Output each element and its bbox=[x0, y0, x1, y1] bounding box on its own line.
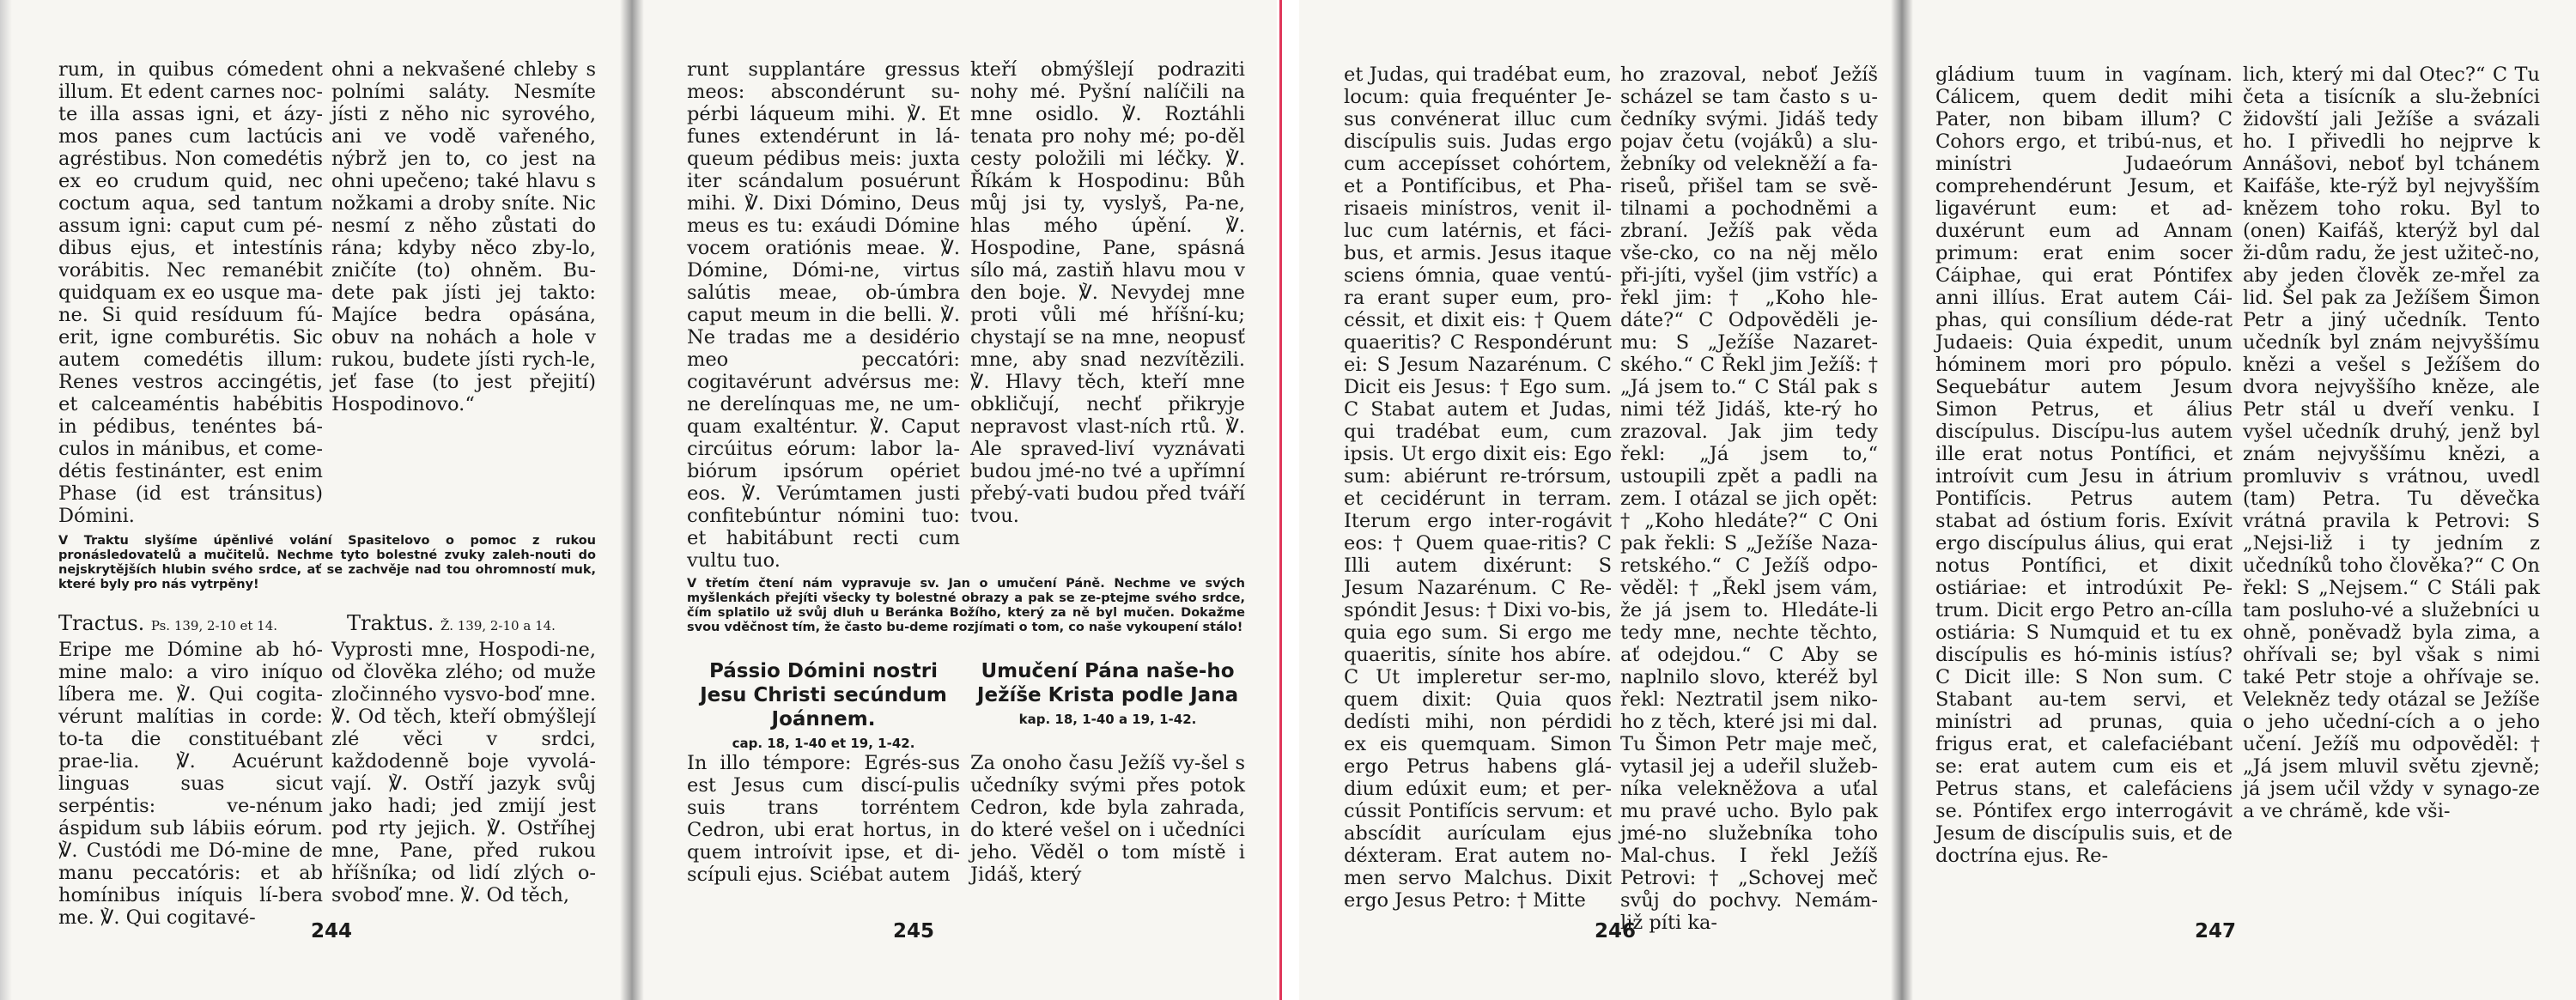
page-edge-marker bbox=[1279, 0, 1282, 1000]
czech-text: lich, který mi dal Otec?“ C Tu četa a tisícník a slu-žebníci židovští jali Ježíše a svázali ho. I přivedli ho nejprve k Annášovi, neboť byl tchánem Kaifáše, kte-rýž byl nejvyšším knězem toho roku. Byl to (onen) Kaifáš, kterýž byl dal ži-dům radu, že jest užiteč-no, aby jeden člověk ze-mřel za lid. Šel pak za Ježíšem Šimon Petr a jiný učedník. Tento učedník byl znám nejvyššímu knězi a vešel s Ježíšem do dvora nejvyššího kněze, ale Petr stál u dveří venku. I vyšel učedník druhý, jenž byl znám nejvyššímu knězi, a promluviv s vrátnou, uvedl (tam) Petra. Tu děvečka vrátná pravila k Petrovi: S „Nejsi-liž i ty jedním z učedníků toho člověka?“ C On řekl: S „Nejsem.“ C Stáli pak tam posluho-vé a služebníci u ohně, poněvadž byla zima, a ohřívali se; byl však s nimi také Petr stoje a ohřívaje se. Velekněz tedy otázal se Ježíše o jeho učední-cích a o jeho učení. Ježíš mu odpověděl: † „Já jsem mluvil světu zjevně; já jsem učil vždy v synago-ze a ve chrámě, kde vši- bbox=[2243, 64, 2540, 822]
tract-title-latin: Tractus. bbox=[58, 611, 145, 635]
czech-text-upper: ohni a nekvašené chleby s polními saláty. Nesmíte jísti z něho nic syrového, ani ve vodě vařeného, nýbrž jen to, co jest na ohni upečeno; také hlavu s nožkami a droby sníte. Nic nesmí z něho zůstati do rána; kdyby něco zby-lo, zničíte (to) ohněm. Bu-dete pak jísti jej takto: Majíce bedra opásána, obuv na nohách a hole v rukou, budete jísti rych-le, jeť fase (to jest přejití) Hospodinovo.“ bbox=[331, 58, 596, 415]
center-fold-right bbox=[1891, 0, 1913, 1000]
tract-title-czech: Traktus. bbox=[347, 611, 434, 635]
czech-text: ho zrazoval, neboť Ježíš scházel se tam často s u-čedníky svými. Jidáš tedy pojav četu (vojáků) a slu-žebníky od velekněží a fa-riseů, přišel tam se svě-tilnami a pochodněmi a zbraní. Ježíš pak věda vše-cko, co na něj mělo při-jíti, vyšel (jim vstříc) a řekl jim: † „Koho hle-dáte?“ C Odpověděli je-mu: S „Ježíše Nazaret-ského.“ C Řekl jim Ježíš: † „Já jsem to.“ C Stál pak s nimi též Jidáš, kte-rý ho zrazoval. Jak jim tedy řekl: „Já jsem to,“ ustoupili zpět a padli na zem. I otázal se jich opět: † „Koho hledáte?“ C Oni pak řekli: S „Ježíše Naza-retského.“ C Ježíš odpo-věděl: † „Řekl jsem vám, že já jsem to. Hledáte-li tedy mne, nechte těchto, ať odejdou.“ C Aby se naplnilo slovo, kteréž byl řekl: Neztratil jsem niko-ho z těch, které jsi mi dal. Tu Šimon Petr maje meč, vytasil jej a udeřil služeb-níka velekněžova a uťal mu pravé ucho. Bylo pak jmé-no služebníka toho Mal-chus. I řekl Ježíš Petrovi: † „Schovej meč svůj do pochvy. Nemám-liž píti ka- bbox=[1620, 64, 1878, 934]
passion-title-czech bbox=[970, 659, 1245, 731]
czech-text-lower: Vyprosti mne, Hospodi-ne, od člověka zlého; od muže zločinného vysvo-boď mne. ℣. Od těch, kteří obmýšlejí zlé věci v srdci, každodenně boje vyvolá-vají. ℣. Ostří jazyk svůj jako hadi; jed zmijí jest pod rty jejich. ℣. Ostříhej mne, Pane, před rukou hříšníka; od lidí zlých o-svoboď mne. ℣. Od těch, bbox=[331, 639, 596, 906]
latin-text: et Judas, qui tradébat eum, locum: quia frequénter Je-sus convénerat illuc cum discípulis suis. Judas ergo cum accepísset cohórtem, et a Pontifícibus, et Pha-risaeis minístros, venit il-luc cum latérnis, et fáci-bus, et armis. Jesus itaque sciens ómnia, quae ventú-ra erant super eum, pro-céssit, et dixit eis: † Quem quaeritis? C Respondérunt ei: S Jesum Nazarénum. C Dicit eis Jesus: † Ego sum. C Stabat autem et Judas, qui tradébat eum, cum ipsis. Ut ergo dixit eis: Ego sum: abiérunt re-trórsum, et cecidérunt in terram. Iterum ergo inter-rogávit eos: † Quem quae-ritis? C Illi autem dixérunt: S Jesum Nazarénum. C Re-spóndit Jesus: † Dixi vo-bis, quia ego sum. Si ergo me quaeritis, sínite hos abíre. C Ut impleretur ser-mo, quem dixit: Quia quos dedísti mihi, non pérdidi ex eis quemquam. Simon ergo Petrus habens glá-dium edúxit eum; et per-cússit Pontifícis servum: et abscídit aurículam ejus déxteram. Erat autem no-men servo Malchus. Dixit ergo Jesus Petro: † Mitte bbox=[1344, 64, 1612, 912]
page-246 bbox=[1299, 0, 1891, 1000]
meditation-note: V Traktu slyšíme úpěnlivé volání Spasitelovo o pomoc z rukou pronásledovatelů a mučitelů. Nechme tyto bolestné zvuky zaleh-nouti do nejskrytějších hlubin svého srdce, ať se zachvěje nad tou ohromností muk, které byly pro nás vytrpěny! bbox=[58, 534, 596, 591]
ref-czech: kap. 18, 1-40 a 19, 1-42. bbox=[1018, 712, 1197, 727]
latin-text-lower: Eripe me Dómine ab hó-mine malo: a viro iníquo líbera me. ℣. Qui cogita-vérunt malítias in corde: to-ta die constituébant prae-lia. ℣. Acuérunt linguas suas sicut serpéntis: ve-nénum áspidum sub lábiis eórum. ℣. Custódi me Dó-mine de manu peccatóris: et ab homínibus iníquis lí-bera me. ℣. Qui cogitavé- bbox=[58, 639, 323, 929]
left-margin-shadow bbox=[0, 0, 12, 1000]
tract-ref-latin: Ps. 139, 2-10 et 14. bbox=[150, 618, 278, 633]
meditation-note: V třetím čtení nám vypravuje sv. Jan o umučení Páně. Nechme ve svých myšlenkách přejíti všecky ty bolestné obrazy a pak se ze-ptejme svého srdce, čím splatilo už svůj dluh u Beránka Božího, který za ně byl mučen. Dokažme svou vděčnost tím, že často bu-deme rozjímati o tom, co naše vykoupení stálo! bbox=[687, 577, 1245, 634]
page-245 bbox=[644, 0, 1277, 1000]
czech-text-lower: Za onoho času Ježíš vy-šel s učedníky svými přes potok Cedron, kde byla zahrada, do které vešel on i učedníci jeho. Věděl o tom místě i Jidáš, který bbox=[970, 752, 1245, 886]
latin-text: gládium tuum in vagínam. Cálicem, quem dedit mihi Pater, non bibam illum? C Cohors ergo, et tribú-nus, et minístri Judaeórum comprehendérunt Jesum, et ligavérunt eum: et ad-duxérunt eum ad Annam primum: erat enim socer Cáiphae, qui erat Póntifex anni illíus. Erat autem Cái-phas, qui consílium déde-rat Judaeis: Quia éxpedit, unum hóminem mori pro pópulo. Sequebátur autem Jesum Simon Petrus, et álius discípulus. Discípu-lus autem ille erat notus Pontífici, et introívit cum Jesu in átrium Pontifícis. Petrus autem stabat ad óstium foris. Exívit ergo discípulus álius, qui erat notus Pontífici, et dixit ostiáriae: et introdúxit Pe-trum. Dicit ergo Petro an-cílla ostiária: S Numquid et tu ex discípulis es hó-minis istíus? C Dicit ille: S Non sum. C Stabant au-tem servi, et minístri ad prunas, quia frigus erat, et calefaciébant se: erat autem cum eis et Petrus stans, et calefáciens se. Póntifex ergo interrogávit Jesum de discípulis suis, et de doctrína ejus. Re- bbox=[1935, 64, 2233, 867]
tract-ref-czech: Ž. 139, 2-10 a 14. bbox=[440, 618, 556, 633]
tract-header-latin bbox=[58, 611, 323, 638]
page-number: 246 bbox=[1595, 920, 1637, 942]
page-number: 245 bbox=[893, 920, 935, 942]
page-number: 247 bbox=[2195, 920, 2237, 942]
passion-title-latin bbox=[687, 659, 960, 755]
latin-text-lower: In illo témpore: Egrés-sus est Jesus cum discí-pulis suis trans torréntem Cedron, ubi erat hortus, in quem introívit ipse, et di-scípuli ejus. Sciébat autem bbox=[687, 752, 960, 886]
latin-text-upper: runt supplantáre gressus meos: abscondérunt su-pérbi láqueum mihi. ℣. Et funes extendérunt in lá-queum pédibus meis: juxta iter scándalum posuérunt mihi. ℣. Dixi Dómino, Deus meus es tu: exáudi Dómine vocem oratiónis meae. ℣. Dómine, Dómi-ne, virtus salútis meae, ob-úmbra caput meum in die belli. ℣. Ne tradas me a desidério meo peccatóri: cogitavérunt advérsus me: ne derelínquas me, ne um-quam exalténtur. ℣. Caput circúitus eórum: labor la-biórum ipsórum opériet eos. ℣. Verúmtamen justi confitebúntur nómini tuo: et habitábunt recti cum vultu tuo. bbox=[687, 58, 960, 572]
page-number: 244 bbox=[311, 920, 353, 942]
ref-latin: cap. 18, 1-40 et 19, 1-42. bbox=[732, 736, 915, 751]
title-latin: Pássio Dómini nostri Jesu Christi secúndum Joánnem. bbox=[700, 660, 947, 730]
page-247 bbox=[1913, 0, 2576, 1000]
czech-text-upper: kteří obmýšlejí podraziti nohy mé. Pyšní nalíčili na mne osidlo. ℣. Roztáhli tenata pro nohy mé; po-děl cesty položili mi léčky. ℣. Říkám k Hospodinu: Bůh můj jsi ty, vyslyš, Pa-ne, hlas mého úpění. ℣. Hospodine, Pane, spásná sílo má, zastiň hlavu mou v den boje. ℣. Nevydej mne proti vůli mé hříšní-ku; chystají se na mne, neopusť mne, aby snad nezvítězili. ℣. Hlavy těch, kteří mne obkličují, nechť přikryje nepravost vlast-ních rtů. ℣. Ale spraved-liví vyznávati budou jmé-no tvé a upřímní přebý-vati budou před tváří tvou. bbox=[970, 58, 1245, 527]
latin-text-upper: rum, in quibus cómedent illum. Et edent carnes noc-te illa assas igni, et ázy-mos panes cum lactúcis agréstibus. Non comedétis ex eo crudum quid, nec coctum aqua, sed tantum assum igni: caput cum pé-dibus ejus, et intestínis vorábitis. Nec remanébit quidquam ex eo usque ma-ne. Si quid resíduum fú-erit, igne comburétis. Sic autem comedétis illum: Renes vestros accingétis, et calceaméntis habébitis in pédibus, tenéntes bá-culos in mánibus, et come-détis festinánter, est enim Phase (id est tránsitus) Dómini. bbox=[58, 58, 323, 527]
tract-header-czech bbox=[347, 611, 596, 638]
page-244 bbox=[12, 0, 620, 1000]
title-czech: Umučení Pána naše-ho Ježíše Krista podle Jana bbox=[976, 660, 1239, 706]
center-fold-left bbox=[620, 0, 644, 1000]
